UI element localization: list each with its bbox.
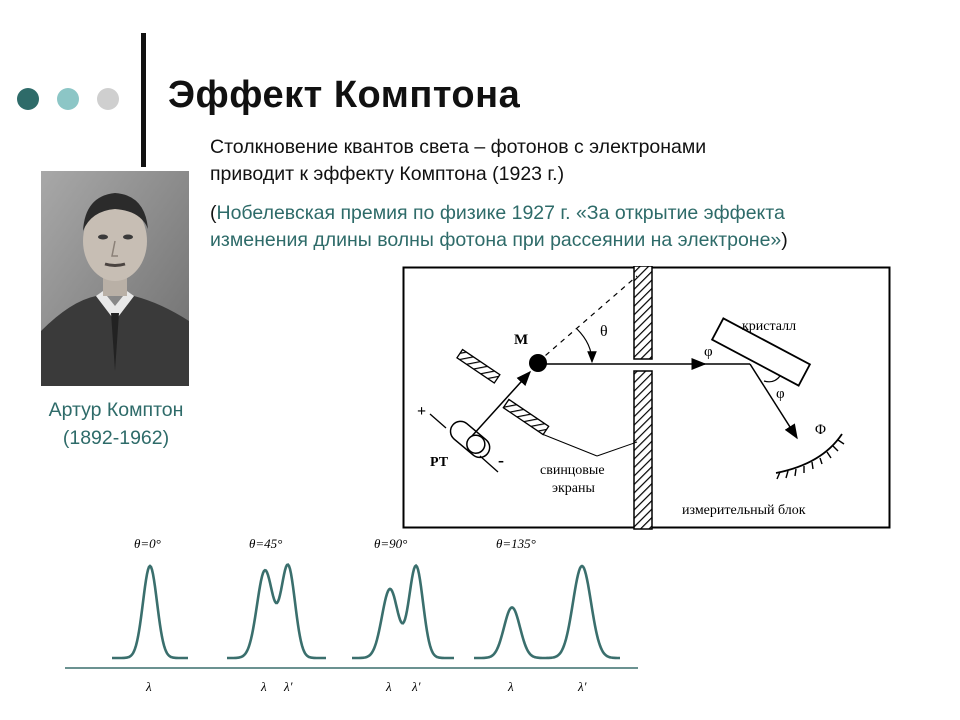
- intro-line-1: Столкновение квантов света – фотонов с электронами: [210, 136, 707, 158]
- spectrum-curve-3: [474, 566, 620, 658]
- phi-arc-lower: [764, 376, 780, 382]
- spectrum-angle-label-2: θ=90°: [374, 536, 408, 551]
- spectrum-curve-1: [227, 565, 326, 658]
- label-screens-1: свинцовые: [540, 463, 605, 478]
- bullet-dot-teal: [57, 88, 79, 110]
- spectrum-xlabel-1-1: λ′: [284, 679, 293, 694]
- wall-lower: [634, 371, 652, 529]
- spectrum-curve-0: [112, 566, 188, 658]
- label-measure-unit: измерительный блок: [682, 503, 806, 518]
- portrait-drawing: [41, 171, 189, 386]
- label-theta: θ: [600, 323, 608, 340]
- spectrum-panel-3: [474, 536, 620, 694]
- caption-years: (1892-1962): [62, 427, 170, 449]
- nobel-line-2-text: изменения длины волны фотона при рассеянии на электроне»: [210, 229, 782, 251]
- compton-spectra-chart: [60, 528, 650, 708]
- spectrum-angle-label-1: θ=45°: [249, 536, 283, 551]
- label-plus: +: [417, 403, 427, 420]
- spectrum-xlabel-0-0: λ: [146, 679, 152, 694]
- spectrum-panel-0: [112, 536, 188, 694]
- portrait-caption: [0, 396, 232, 452]
- nobel-line-1: [210, 200, 940, 227]
- nobel-text: [210, 200, 940, 254]
- spectrum-panel-1: [227, 536, 326, 694]
- detector-ticks: [777, 440, 844, 479]
- screen-upper: [457, 350, 500, 383]
- spectrum-curve-2: [352, 566, 454, 658]
- label-m: M: [514, 332, 529, 348]
- title-divider: [141, 33, 146, 167]
- nobel-line-1-text: Нобелевская премия по физике 1927 г. «За открытие эффекта: [216, 202, 785, 224]
- label-minus: -: [498, 450, 504, 470]
- spectrum-xlabel-1-0: λ: [261, 679, 267, 694]
- slide-title: Эффект Комптона: [168, 74, 521, 116]
- bullet-dot-grey: [97, 88, 119, 110]
- spectrum-xlabel-3-1: λ′: [578, 679, 587, 694]
- label-crystal: кристалл: [742, 319, 797, 334]
- tube-lead-plus: [430, 414, 446, 428]
- scatterer-ball: [529, 354, 547, 372]
- incident-beam: [472, 372, 530, 436]
- theta-arc: [577, 329, 592, 362]
- spectrum-angle-label-3: θ=135°: [496, 536, 536, 551]
- intro-line-2: приводит к эффекту Комптона (1923 г.): [210, 163, 565, 185]
- nobel-close-paren: ): [781, 229, 788, 251]
- spectrum-panel-2: [352, 536, 454, 694]
- spectrum-angle-label-0: θ=0°: [134, 536, 161, 551]
- label-phi-capital: Φ: [815, 422, 826, 438]
- label-phi-side: φ: [776, 386, 785, 402]
- nobel-open-paren: (: [210, 202, 217, 224]
- detector-arc: [776, 434, 842, 473]
- caption-name: Артур Комптон: [48, 399, 184, 421]
- label-rt: РТ: [430, 455, 449, 470]
- label-screens-2: экраны: [552, 481, 595, 496]
- spectrum-xlabel-2-1: λ′: [412, 679, 421, 694]
- bullet-dot-dark: [17, 88, 39, 110]
- intro-text: [210, 134, 910, 188]
- x-ray-tube: [446, 417, 493, 461]
- tube-lead-minus: [480, 456, 498, 472]
- dashed-direction: [538, 276, 637, 362]
- screen-lower: [503, 399, 548, 434]
- label-phi-top: φ: [704, 344, 713, 360]
- screens-leader-2: [597, 442, 637, 456]
- spectrum-xlabel-3-0: λ: [508, 679, 514, 694]
- spectrum-xlabel-2-0: λ: [386, 679, 392, 694]
- wall-upper: [634, 266, 652, 359]
- compton-portrait: [41, 171, 189, 386]
- screens-leader-1: [542, 434, 597, 456]
- nobel-line-2: [210, 227, 940, 254]
- spectra-panels: [112, 536, 620, 694]
- compton-apparatus-diagram: [402, 266, 892, 531]
